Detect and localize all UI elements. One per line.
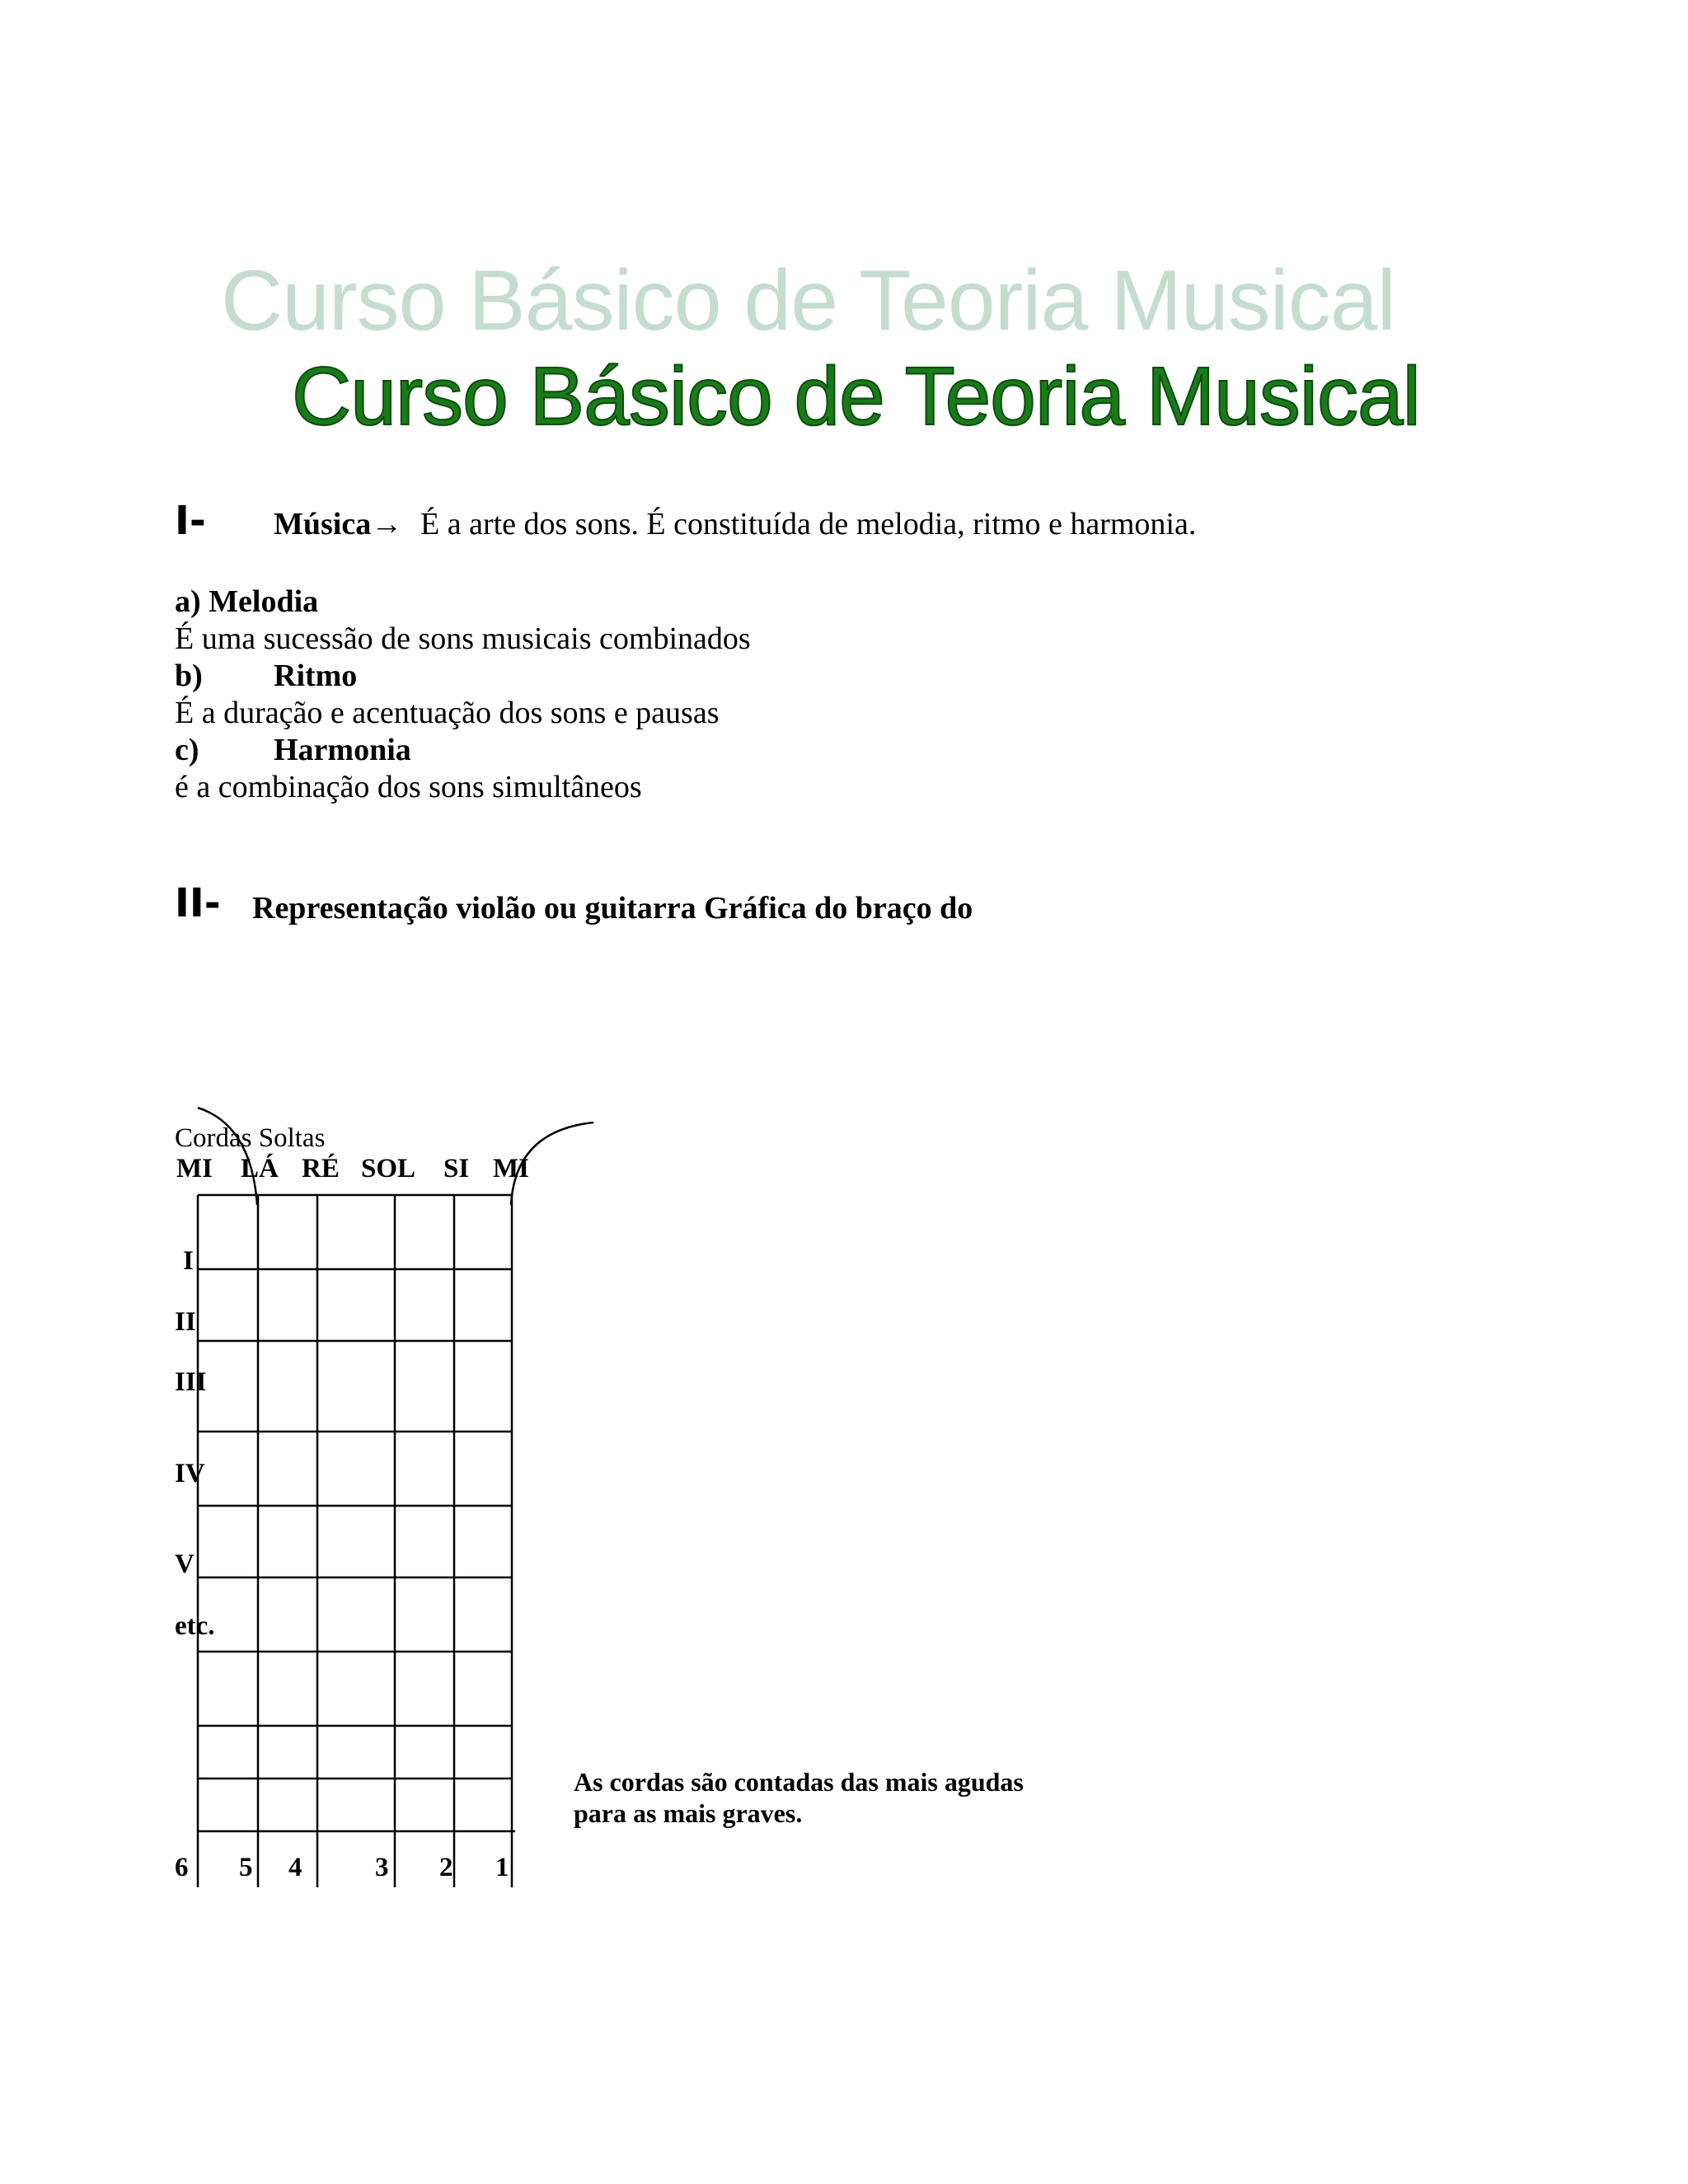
string-number-3: 3 [375, 1853, 389, 1882]
section-1-definition: É a arte dos sons. É constituída de melodia, ritmo e harmonia. [420, 507, 1197, 541]
item-melodia-label: a) Melodia [175, 584, 319, 619]
string-name-4: SOL [361, 1154, 416, 1183]
fret-label-etc: etc. [175, 1611, 215, 1641]
string-number-1: 1 [495, 1853, 509, 1882]
fret-label-3: III [175, 1367, 207, 1397]
page-title: Curso Básico de Teoria Musical [292, 350, 1420, 443]
fret-label-5: V [175, 1549, 195, 1579]
string-name-2: LÁ [241, 1154, 279, 1183]
item-harmonia-term: Harmonia [274, 733, 411, 767]
arrow-right-icon: → [371, 507, 403, 541]
string-lines [198, 1195, 512, 1887]
string-number-5: 5 [239, 1853, 253, 1882]
fret-label-1: I [183, 1246, 194, 1276]
item-melodia-text: É uma sucessão de sons musicais combinados [175, 621, 751, 656]
string-number-2: 2 [439, 1853, 453, 1882]
string-name-1: MI [176, 1154, 213, 1183]
item-ritmo-term: Ritmo [274, 658, 358, 693]
title-shadow: Curso Básico de Teoria Musical [221, 253, 1395, 349]
term-musica: Música [274, 507, 372, 541]
note-line-1: As cordas são contadas das mais agudas [574, 1767, 1024, 1797]
fret-lines [198, 1195, 515, 1831]
fret-label-4: IV [175, 1459, 205, 1488]
item-harmonia-text: é a combinação dos sons simultâneos [175, 770, 642, 804]
section-2-number: II- [175, 880, 221, 926]
item-ritmo-letter: b) [175, 658, 203, 693]
item-ritmo-text: É a duração e acentuação dos sons e pausas [175, 696, 720, 730]
string-number-4: 4 [288, 1853, 302, 1882]
open-strings-label: Cordas Soltas [175, 1123, 326, 1153]
section-1-number: I- [175, 498, 206, 544]
string-name-5: SI [443, 1154, 470, 1183]
note-line-2: para as mais graves. [574, 1798, 803, 1828]
string-name-3: RÉ [302, 1154, 340, 1183]
item-harmonia-letter: c) [175, 733, 199, 767]
section-2-title: Representação violão ou guitarra Gráfica do braço do [252, 891, 973, 926]
fret-label-2: II [175, 1307, 196, 1337]
string-name-6: MI [493, 1154, 529, 1183]
string-number-6: 6 [175, 1853, 189, 1882]
